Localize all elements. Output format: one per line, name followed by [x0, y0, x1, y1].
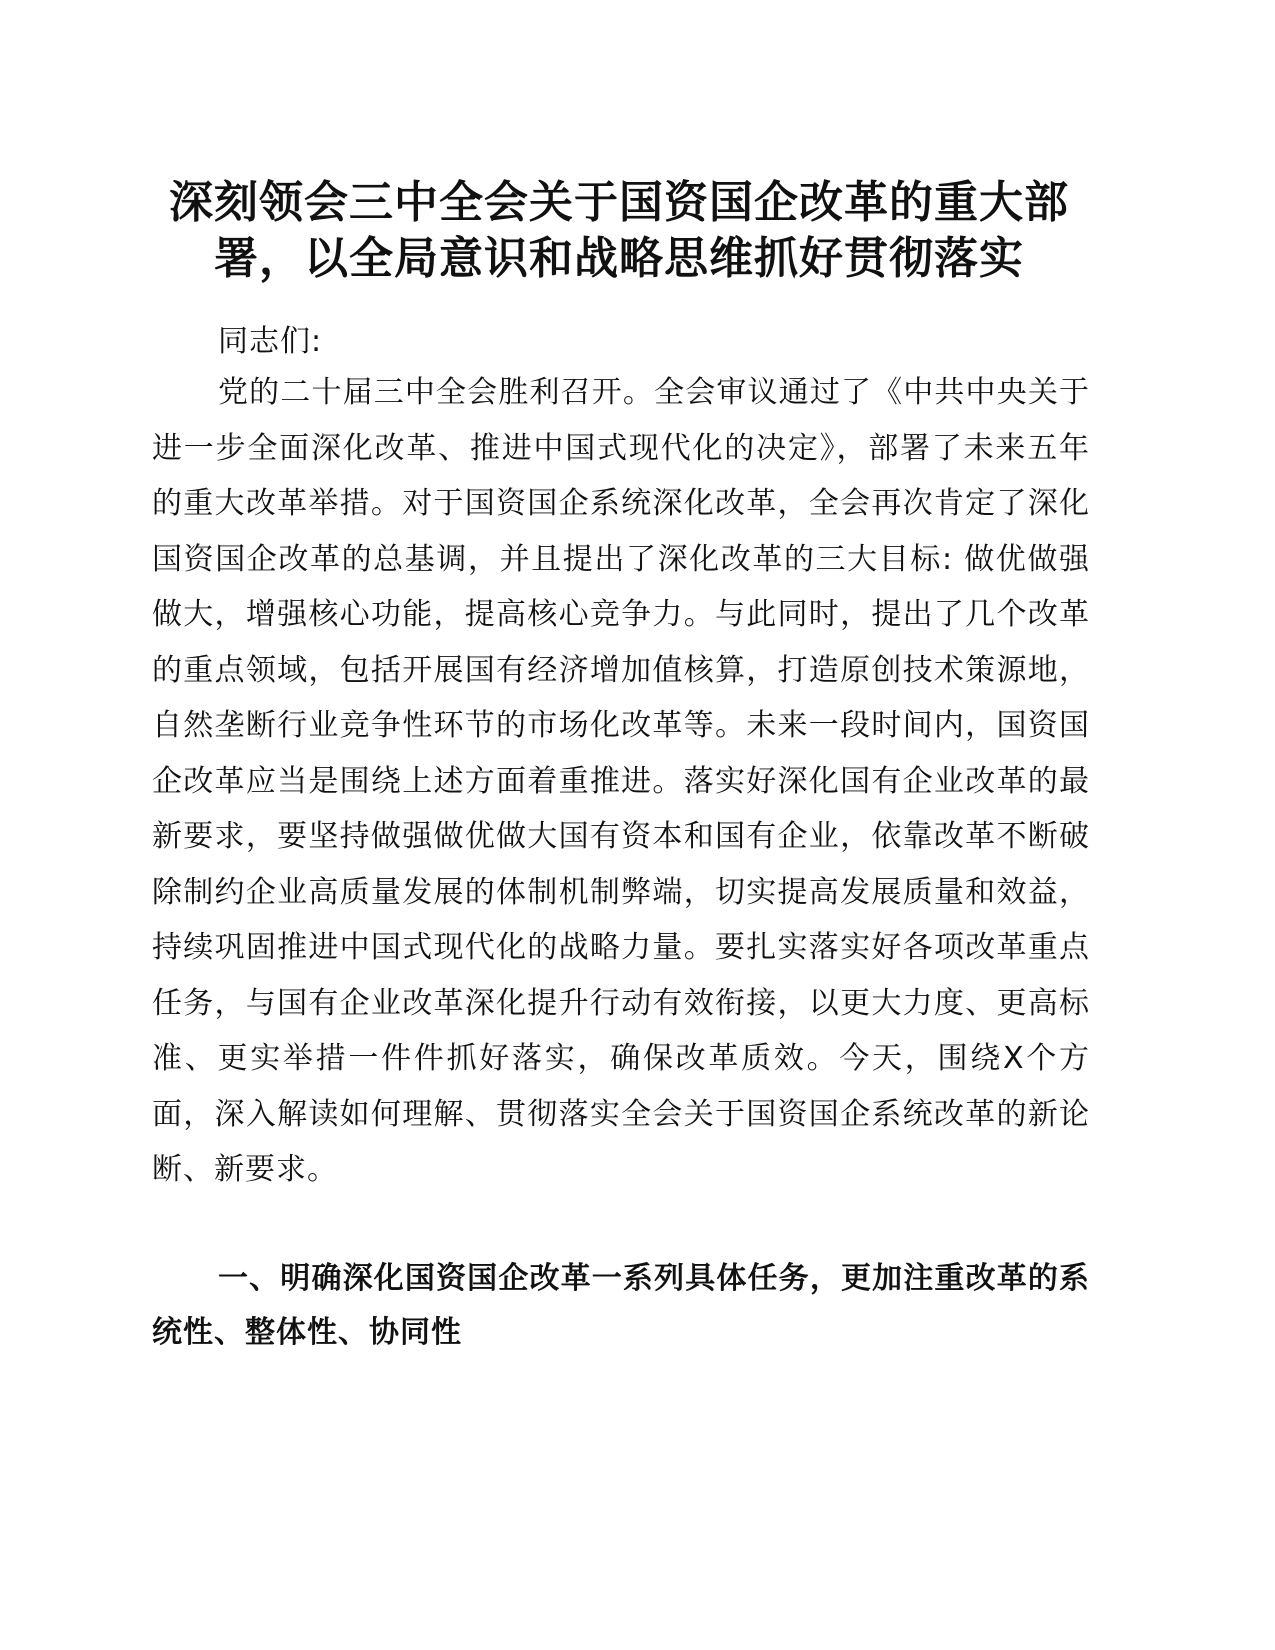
- salutation: 同志们:: [218, 324, 323, 359]
- document-title: 深刻领会三中全会关于国资国企改革的重大部署，以全局意识和战略思维抓好贯彻落实: [169, 177, 1069, 284]
- section-heading-1: 一、明确深化国资国企改革一系列具体任务，更加注重改革的系统性、整体性、协同性: [152, 1261, 1090, 1350]
- body-paragraph-1: 党的二十届三中全会胜利召开。全会审议通过了《中共中央关于进一步全面深化改革、推进中国式现代化的决定》，部署了未来五年的重大改革举措。对于国资国企系统深化改革，全会再次肯定了深化国资国企改革的总基调，并且提出了深化改革的三大目标: 做优做强做大，增强核心功能，提高核心竞争力。与此同时，提出了几个改革的重点领域，包括开展国有经济增加值核算，打造原创技术策源地，自然垄断行业竞争性环节的市场化改革等。未来一段时间内，国资国企改革应当是围绕上述方面着重推进。落实好深化国有企业改革的最新要求，要坚持做强做优做大国有资本和国有企业，依靠改革不断破除制约企业高质量发展的体制机制弊端，切实提高发展质量和效益，持续巩固推进中国式现代化的战略力量。要扎实落实好各项改革重点任务，与国有企业改革深化提升行动有效衔接，以更大力度、更高标准、更实举措一件件抓好落实，确保改革质效。今天，围绕X个方面，深入解读如何理解、贯彻落实全会关于国资国企系统改革的新论断、新要求。: [152, 375, 1090, 1187]
